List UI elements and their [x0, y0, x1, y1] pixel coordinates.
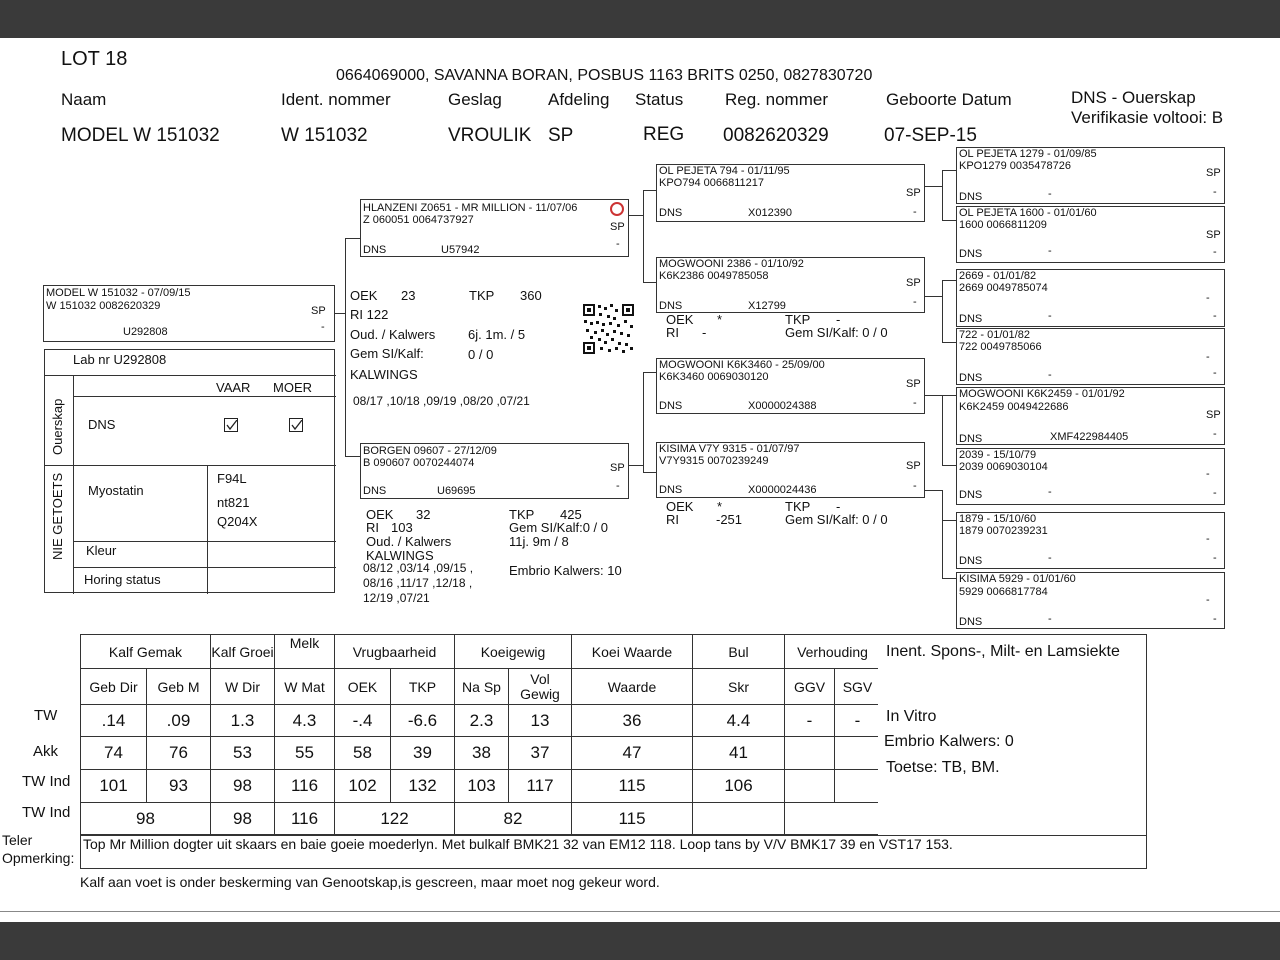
- great-grandparent-box[interactable]: [956, 269, 1225, 327]
- ggp-ids: 1879 0070239231: [959, 525, 1048, 537]
- gp-ids: K6K2386 0049785058: [659, 270, 769, 282]
- animal-ident: W 151032: [281, 125, 368, 146]
- gp1-ri-label: RI: [666, 325, 679, 340]
- gp1-ri-value: -: [702, 325, 707, 340]
- lot-number: LOT 18: [61, 48, 128, 70]
- ggp-mid: -: [1048, 245, 1052, 257]
- ggp-dns: DNS: [959, 313, 983, 325]
- sire-tkp-label: TKP: [469, 288, 495, 303]
- ggp-title: MOGWOONI K6K2459 - 01/01/92: [959, 388, 1125, 400]
- sub-sgv: SGV: [835, 669, 881, 705]
- ouerskap-label: Ouerskap: [50, 398, 65, 455]
- owner-line: 0664069000, SAVANNA BORAN, POSBUS 1163 BRITS 0250, 0827830720: [336, 67, 873, 84]
- dam-ri-value: 103: [391, 520, 413, 535]
- lab-moer-header: MOER: [273, 380, 312, 395]
- sub-w-mat: W Mat: [275, 669, 335, 705]
- animal-reg: 0082620329: [723, 125, 829, 146]
- gp-ids: K6K3460 0069030120: [659, 371, 769, 383]
- myostatin-value-3: Q204X: [217, 514, 258, 529]
- ggp-ids: 2039 0069030104: [959, 461, 1048, 473]
- grandparent-box[interactable]: [656, 164, 925, 222]
- lab-divider-3: [45, 465, 336, 466]
- twind2-cell: 82: [455, 803, 572, 835]
- ggp-dns: DNS: [959, 372, 983, 384]
- dam-oud-value: 11j. 9m / 8: [509, 534, 569, 549]
- animal-status: REG: [643, 124, 685, 145]
- akk-cell: 39: [391, 737, 455, 770]
- row-label-akk: Akk: [33, 743, 59, 760]
- sire-title: HLANZENI Z0651 - MR MILLION - 11/07/06: [363, 202, 578, 214]
- ggp-dns: DNS: [959, 616, 983, 628]
- dns-vaar-checkbox[interactable]: [224, 418, 238, 432]
- connector: [643, 372, 656, 373]
- side-toetse: Toetse: TB, BM.: [886, 759, 1000, 776]
- animal-afdeling: SP: [548, 125, 574, 146]
- gp-ids: V7Y9315 0070239249: [659, 455, 769, 467]
- twind-cell: 106: [693, 770, 785, 803]
- akk-cell: [785, 737, 835, 770]
- gp-sp: SP: [906, 277, 921, 289]
- tw-cell: 4.3: [275, 705, 335, 737]
- connector: [643, 190, 656, 191]
- ggp-sp: -: [1206, 292, 1210, 304]
- gp-dns: DNS: [659, 207, 683, 219]
- connector: [942, 170, 943, 220]
- gp-sp: SP: [906, 460, 921, 472]
- ggp-mid: XMF422984405: [1050, 431, 1129, 443]
- group-koei-waarde: Koei Waarde: [572, 635, 693, 669]
- side-embrio: Embrio Kalwers: 0: [884, 733, 1014, 750]
- sub-waarde: Waarde: [572, 669, 693, 705]
- connector: [345, 456, 360, 457]
- side-inent: Inent. Spons-, Milt- en Lamsiekte: [886, 643, 1120, 660]
- animal-geslag: VROULIK: [448, 125, 532, 146]
- twind-cell: [835, 770, 881, 803]
- ggp-title: 2669 - 01/01/82: [959, 270, 1037, 282]
- ggp-ids: KPO1279 0035478726: [959, 160, 1071, 172]
- ggp-title: 722 - 01/01/82: [959, 329, 1030, 341]
- tw-cell: -: [785, 705, 835, 737]
- gp-title: MOGWOONI 2386 - 01/10/92: [659, 258, 804, 270]
- remarks-label-teler: Teler: [2, 832, 33, 848]
- gp3-oek-value: *: [717, 499, 723, 514]
- ggp-dash: -: [1213, 487, 1217, 499]
- ggp-dns: DNS: [959, 489, 983, 501]
- dam-dash: -: [616, 480, 620, 492]
- dam-oek-value: 32: [416, 507, 431, 522]
- ggp-mid: -: [1048, 486, 1052, 498]
- group-verhouding: Verhouding: [785, 635, 881, 669]
- sire-tkp-value: 360: [520, 288, 542, 303]
- sub-oek: OEK: [335, 669, 391, 705]
- sire-sp: SP: [610, 221, 625, 233]
- twind-cell: [785, 770, 835, 803]
- sub-w-dir: W Dir: [211, 669, 275, 705]
- ggp-sp: -: [1206, 351, 1210, 363]
- grandparent-box[interactable]: [656, 442, 925, 498]
- dam-kalwings-label: KALWINGS: [366, 548, 434, 563]
- ggp-mid: -: [1048, 369, 1052, 381]
- dam-kalwings-dates-1: 08/12 ,03/14 ,09/15 ,: [363, 561, 474, 575]
- sub-ggv: GGV: [785, 669, 835, 705]
- group-kalf-groei: Kalf Groei: [211, 635, 275, 669]
- remarks-box: [80, 835, 1147, 869]
- sub-geb-m: Geb M: [147, 669, 211, 705]
- connector: [345, 238, 360, 239]
- connector: [942, 170, 956, 171]
- dam-kalwings-dates-3: 12/19 ,07/21: [363, 591, 430, 605]
- sire-kalwings-dates: 08/17 ,10/18 ,09/19 ,08/20 ,07/21: [353, 394, 530, 408]
- connector: [942, 395, 943, 465]
- great-grandparent-box[interactable]: [956, 387, 1225, 445]
- connector: [925, 186, 943, 187]
- ggp-sp: -: [1206, 468, 1210, 480]
- ggp-dns: DNS: [959, 248, 983, 260]
- tw-cell: .09: [147, 705, 211, 737]
- great-grandparent-box[interactable]: [956, 206, 1225, 263]
- animal-box-sp: SP: [311, 305, 326, 317]
- sire-gem-label: Gem SI/Kalf:: [350, 346, 424, 361]
- gp-sp: SP: [906, 378, 921, 390]
- tw-cell: -: [835, 705, 881, 737]
- connector: [942, 280, 943, 342]
- qr-code-icon: [582, 303, 635, 355]
- twind2-cell: 98: [211, 803, 275, 835]
- sire-oek-value: 23: [401, 288, 416, 303]
- connector: [942, 280, 956, 281]
- dns-ouerskap: DNS - Ouerskap: [1071, 88, 1196, 107]
- gp-dns: DNS: [659, 400, 683, 412]
- ggp-sp: SP: [1206, 167, 1221, 179]
- sire-ids: Z 060051 0064737927: [363, 214, 474, 226]
- ggp-mid: -: [1048, 552, 1052, 564]
- performance-table: [80, 634, 881, 835]
- akk-cell: 47: [572, 737, 693, 770]
- sub-skr: Skr: [693, 669, 785, 705]
- ggp-dash: -: [1213, 186, 1217, 198]
- connector: [942, 520, 956, 521]
- dam-tkp-value: 425: [560, 507, 582, 522]
- lab-value-divider: [207, 465, 208, 594]
- row-label-twind: TW Ind: [22, 773, 71, 790]
- twind-cell: 132: [391, 770, 455, 803]
- twind-cell: 116: [275, 770, 335, 803]
- gp-ids: KPO794 0066811217: [659, 177, 764, 189]
- twind2-cell: 116: [275, 803, 335, 835]
- remarks-label-opmerking: Opmerking:: [2, 850, 75, 866]
- connector: [942, 342, 956, 343]
- connector: [345, 238, 346, 456]
- tw-cell: -.4: [335, 705, 391, 737]
- ggp-title: KISIMA 5929 - 01/01/60: [959, 573, 1076, 585]
- lab-number: Lab nr U292808: [73, 352, 167, 367]
- twind-cell: 98: [211, 770, 275, 803]
- gp-title: KISIMA V7Y 9315 - 01/07/97: [659, 443, 800, 455]
- ggp-dash: -: [1213, 367, 1217, 379]
- great-grandparent-box[interactable]: [956, 448, 1225, 505]
- akk-cell: 74: [81, 737, 147, 770]
- gp-code: X0000024388: [748, 400, 817, 412]
- sire-oek-label: OEK: [350, 288, 378, 303]
- gp3-gem: Gem SI/Kalf: 0 / 0: [785, 512, 888, 527]
- sub-vol-gewig: Vol Gewig: [509, 669, 572, 705]
- twind-cell: 103: [455, 770, 509, 803]
- tw-cell: 36: [572, 705, 693, 737]
- dam-kalwings-dates-2: 08/16 ,11/17 ,12/18 ,: [363, 576, 473, 590]
- dam-tkp-label: TKP: [509, 507, 535, 522]
- ggp-dash: -: [1213, 428, 1217, 440]
- akk-cell: 41: [693, 737, 785, 770]
- ggp-dash: -: [1213, 613, 1217, 625]
- connector: [942, 220, 956, 221]
- ggp-sp: SP: [1206, 409, 1221, 421]
- animal-naam: MODEL W 151032: [61, 125, 220, 146]
- group-vrugbaarheid: Vrugbaarheid: [335, 635, 455, 669]
- ggp-title: 2039 - 15/10/79: [959, 449, 1037, 461]
- dam-dns: DNS: [363, 485, 387, 497]
- gp-sp: SP: [906, 187, 921, 199]
- gp3-tkp-value: -: [836, 499, 841, 514]
- gp1-gem: Gem SI/Kalf: 0 / 0: [785, 325, 888, 340]
- connector: [643, 472, 656, 473]
- ggp-dash: -: [1213, 246, 1217, 258]
- gp3-ri-value: -251: [716, 512, 743, 527]
- twind-cell: 101: [81, 770, 147, 803]
- group-koeigewig: Koeigewig: [455, 635, 572, 669]
- gp-title: MOGWOONI K6K3460 - 25/09/00: [659, 359, 825, 371]
- great-grandparent-box[interactable]: [956, 512, 1225, 569]
- sire-oud-label: Oud. / Kalwers: [350, 327, 436, 342]
- gp-code: X0000024436: [748, 484, 817, 496]
- ggp-title: OL PEJETA 1600 - 01/01/60: [959, 207, 1097, 219]
- tw-cell: 1.3: [211, 705, 275, 737]
- akk-cell: 53: [211, 737, 275, 770]
- akk-cell: 58: [335, 737, 391, 770]
- row-label-twind-2: TW Ind: [22, 804, 71, 821]
- gp-title: OL PEJETA 794 - 01/11/95: [659, 165, 790, 177]
- twind-cell: 93: [147, 770, 211, 803]
- lab-divider-5: [73, 567, 336, 568]
- ggp-sp: -: [1206, 533, 1210, 545]
- sire-dash: -: [616, 238, 620, 250]
- footer-note: Kalf aan voet is onder beskerming van Genootskap,is gescreen, maar moet nog gekeur word.: [80, 874, 660, 890]
- grandparent-box[interactable]: [656, 358, 925, 414]
- dam-oek-label: OEK: [366, 507, 394, 522]
- gp-dash: -: [913, 397, 917, 409]
- tw-cell: 13: [509, 705, 572, 737]
- sire-oud-value: 6j. 1m. / 5: [468, 327, 526, 342]
- ggp-ids: 2669 0049785074: [959, 282, 1048, 294]
- lab-divider-2: [73, 396, 336, 397]
- group-melk: Melk: [275, 635, 335, 669]
- sire-code: U57942: [441, 244, 480, 256]
- twind-cell: 102: [335, 770, 391, 803]
- ggp-dns: DNS: [959, 191, 983, 203]
- bottom-divider: [0, 911, 1280, 912]
- connector: [942, 395, 956, 396]
- ggp-dns: DNS: [959, 555, 983, 567]
- ggp-ids: 5929 0066817784: [959, 586, 1048, 598]
- gp-dash: -: [913, 296, 917, 308]
- myostatin-value-2: nt821: [217, 495, 250, 510]
- twind2-cell: 115: [572, 803, 693, 835]
- ggp-ids: K6K2459 0049422686: [959, 401, 1069, 413]
- gp3-tkp-label: TKP: [785, 499, 811, 514]
- side-invitro: In Vitro: [886, 708, 937, 725]
- header-afdeling: Afdeling: [548, 90, 610, 109]
- remarks-text: Top Mr Million dogter uit skaars en baie goeie moederlyn. Met bulkalf BMK21 32 van EM12 118. Loop tans by V/V BMK17 39 en VST17 153.: [83, 836, 953, 852]
- lab-box: [44, 349, 335, 593]
- ggp-mid: -: [1048, 310, 1052, 322]
- tw-cell: 2.3: [455, 705, 509, 737]
- animal-geboorte: 07-SEP-15: [884, 125, 977, 146]
- lab-divider-1: [45, 375, 336, 376]
- gp1-tkp-label: TKP: [785, 312, 811, 327]
- connector: [925, 296, 943, 297]
- great-grandparent-box[interactable]: [956, 328, 1225, 385]
- row-label-tw: TW: [34, 707, 58, 724]
- grandparent-box[interactable]: [656, 257, 925, 313]
- akk-cell: 38: [455, 737, 509, 770]
- ggp-ids: 722 0049785066: [959, 341, 1042, 353]
- ggp-title: 1879 - 15/10/60: [959, 513, 1037, 525]
- animal-box-ids: W 151032 0082620329: [46, 300, 161, 312]
- header-reg: Reg. nommer: [725, 90, 828, 109]
- dam-title: BORGEN 09607 - 27/12/09: [363, 445, 497, 457]
- lab-vertical-divider: [73, 375, 74, 594]
- sire-kalwings-label: KALWINGS: [350, 367, 418, 382]
- header-geboorte: Geboorte Datum: [886, 90, 1012, 109]
- ggp-sp: -: [1206, 594, 1210, 606]
- sire-gem-value: 0 / 0: [468, 347, 494, 362]
- header-ident: Ident. nommer: [281, 90, 391, 109]
- ggp-dash: -: [1213, 310, 1217, 322]
- animal-box-dash: -: [321, 321, 325, 333]
- side-notes-box: [878, 634, 1147, 836]
- sire-dns: DNS: [363, 244, 387, 256]
- header-naam: Naam: [61, 90, 107, 109]
- great-grandparent-box[interactable]: [956, 147, 1225, 204]
- connector: [643, 372, 644, 472]
- gp1-tkp-value: -: [836, 312, 841, 327]
- sire-ri: RI 122: [350, 307, 389, 322]
- ggp-ids: 1600 0066811209: [959, 219, 1047, 231]
- nie-getoets-label: NIE GETOETS: [50, 472, 65, 560]
- gp3-oek-label: OEK: [666, 499, 694, 514]
- dam-sp: SP: [610, 462, 625, 474]
- sub-tkp: TKP: [391, 669, 455, 705]
- group-kalf-gemak: Kalf Gemak: [81, 635, 211, 669]
- ggp-sp: SP: [1206, 229, 1221, 241]
- gp1-oek-label: OEK: [666, 312, 694, 327]
- animal-box: [43, 285, 335, 342]
- connector: [643, 282, 656, 283]
- lab-divider-4: [73, 541, 336, 542]
- dns-moer-checkbox[interactable]: [289, 418, 303, 432]
- kleur-label: Kleur: [86, 543, 117, 558]
- lab-vaar-header: VAAR: [216, 380, 251, 395]
- dam-gem: Gem SI/Kalf:0 / 0: [509, 520, 608, 535]
- dam-box[interactable]: [360, 443, 629, 499]
- akk-cell: [835, 737, 881, 770]
- lab-dns-label: DNS: [88, 417, 116, 432]
- dam-oud-label: Oud. / Kalwers: [366, 534, 452, 549]
- gp-code: X012390: [748, 207, 793, 219]
- animal-box-title: MODEL W 151032 - 07/09/15: [46, 287, 191, 299]
- connector: [628, 465, 644, 466]
- gp-dns: DNS: [659, 300, 683, 312]
- great-grandparent-box[interactable]: [956, 572, 1225, 629]
- sire-box[interactable]: [360, 199, 629, 257]
- connector: [925, 490, 943, 491]
- myostatin-label: Myostatin: [88, 483, 144, 498]
- dam-ri-label: RI: [366, 520, 379, 535]
- gp-dns: DNS: [659, 484, 683, 496]
- connector: [628, 215, 644, 216]
- gp3-ri-label: RI: [666, 512, 679, 527]
- ggp-mid: -: [1048, 613, 1052, 625]
- twind-cell: 117: [509, 770, 572, 803]
- dam-ids: B 090607 0070244074: [363, 457, 475, 469]
- sub-na-sp: Na Sp: [455, 669, 509, 705]
- top-bar: [0, 0, 1280, 38]
- gp-dash: -: [913, 480, 917, 492]
- gp-dash: -: [913, 206, 917, 218]
- ggp-dash: -: [1213, 552, 1217, 564]
- akk-cell: 55: [275, 737, 335, 770]
- twind2-cell: 98: [81, 803, 211, 835]
- gp-code: X12799: [748, 300, 786, 312]
- dam-embrio: Embrio Kalwers: 10: [509, 563, 622, 578]
- twind2-cell: 122: [335, 803, 455, 835]
- ggp-title: OL PEJETA 1279 - 01/09/85: [959, 148, 1097, 160]
- connector: [643, 190, 644, 282]
- twind-cell: 115: [572, 770, 693, 803]
- myostatin-value-1: F94L: [217, 471, 247, 486]
- horing-label: Horing status: [84, 572, 161, 587]
- dam-code: U69695: [437, 485, 476, 497]
- tw-cell: .14: [81, 705, 147, 737]
- dns-verifikasie: Verifikasie voltooi: B: [1071, 108, 1224, 127]
- ggp-mid: -: [1048, 188, 1052, 200]
- bottom-bar: [0, 922, 1280, 960]
- akk-cell: 37: [509, 737, 572, 770]
- header-status: Status: [635, 90, 684, 109]
- gp1-oek-value: *: [717, 312, 723, 327]
- animal-box-code: U292808: [123, 326, 168, 338]
- connector: [942, 578, 956, 579]
- society-logo-icon: [610, 202, 624, 216]
- akk-cell: 76: [147, 737, 211, 770]
- group-bul: Bul: [693, 635, 785, 669]
- connector: [925, 395, 943, 396]
- connector: [942, 465, 956, 466]
- connector: [942, 490, 943, 578]
- tw-cell: -6.6: [391, 705, 455, 737]
- tw-cell: 4.4: [693, 705, 785, 737]
- sub-geb-dir: Geb Dir: [81, 669, 147, 705]
- header-geslag: Geslag: [448, 90, 502, 109]
- ggp-dns: DNS: [959, 433, 983, 445]
